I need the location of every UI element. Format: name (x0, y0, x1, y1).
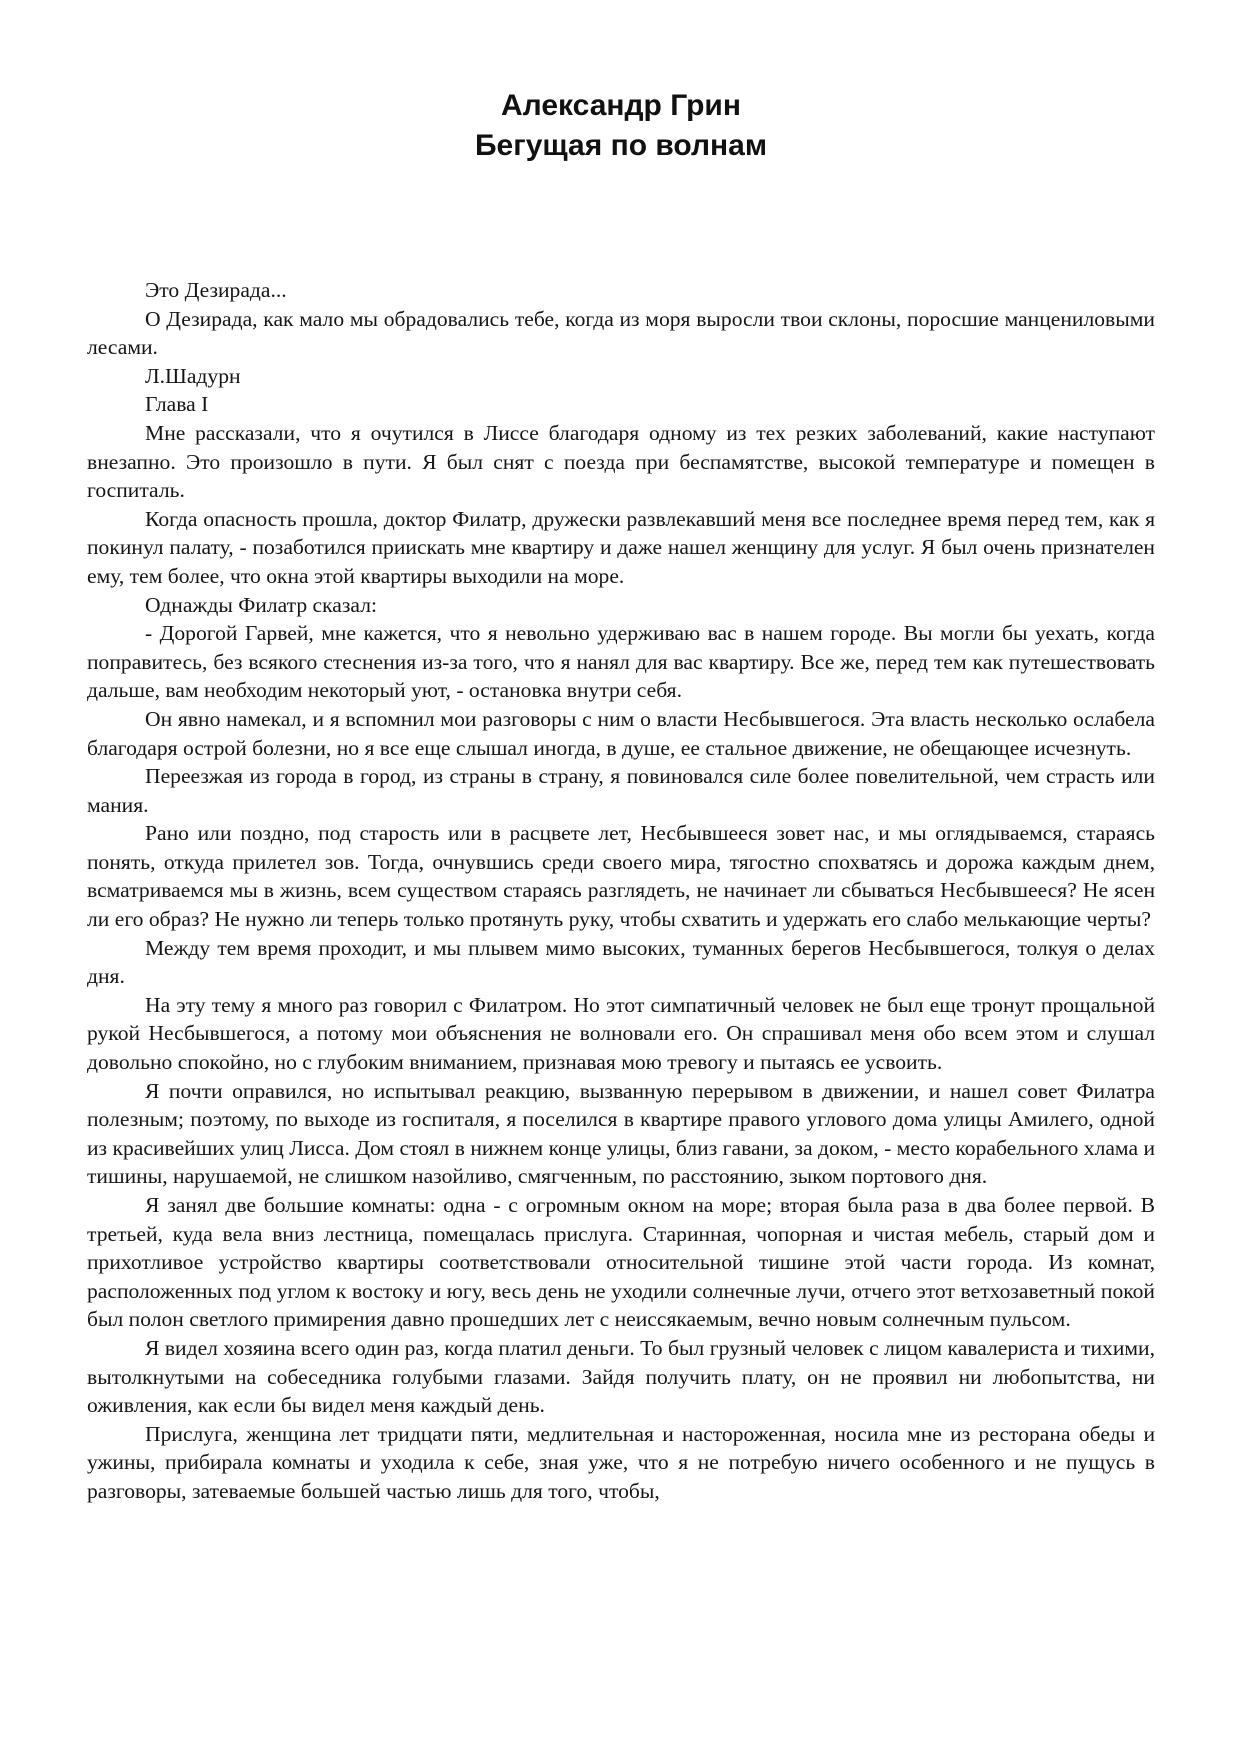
epigraph-line: Это Дезирада... (145, 278, 287, 302)
paragraph: Переезжая из города в город, из страны в страну, я повиновался силе более повелительной, чем страсть или мания. (87, 764, 1155, 817)
paragraph: - Дорогой Гарвей, мне кажется, что я невольно удерживаю вас в нашем городе. Вы могли бы уехать, когда поправитесь, без всякого стеснения из-за того, что я нанял для вас квартиру. Все же, перед тем как путешествовать дальше, вам необходим некоторый уют, - остановка внутри себя. (87, 621, 1155, 703)
paragraph: Рано или поздно, под старость или в расцвете лет, Несбывшееся зовет нас, и мы оглядываемся, стараясь понять, откуда прилетел зов. Тогда, очнувшись среди своего мира, тягостно спохватясь и дорожа каждым днем, всматриваемся мы в жизнь, всем существом стараясь разглядеть, не начинает ли сбываться Несбывшееся? Не ясен ли его образ? Не нужно ли теперь только протянуть руку, чтобы схватить и удержать его слабо мелькающие черты? (87, 821, 1155, 932)
paragraph: Между тем время проходит, и мы плывем мимо высоких, туманных берегов Несбывшегося, толкуя о делах дня. (87, 935, 1155, 989)
paragraph: Я занял две большие комнаты: одна - с огромным окном на море; вторая была раза в два более первой. В третьей, куда вела вниз лестница, помещалась прислуга. Старинная, чопорная и чистая мебель, старый дом и прихотливое устройство квартиры соответствовали относительной тишине этой части города. Из комнат, расположенных под углом к востоку и югу, весь день не уходили солнечные лучи, отчего этот ветхозаветный покой был полон светлого примирения давно прошедших лет с неиссякаемым, вечно новым солнечным пульсом. (87, 1193, 1155, 1332)
paragraph: Когда опасность прошла, доктор Филатр, дружески развлекавший меня все последнее время перед тем, как я покинул палату, - позаботился приискать мне квартиру и даже нашел женщину для услуг. Я был очень признателен ему, тем более, что окна этой квартиры выходили на море. (87, 506, 1155, 588)
paragraph: Мне рассказали, что я очутился в Лиссе благодаря одному из тех резких заболеваний, какие наступают внезапно. Это произошло в пути. Я был снят с поезда при беспамятстве, высокой температуре и помещен в госпиталь. (87, 420, 1155, 503)
paragraph: Я видел хозяина всего один раз, когда платил деньги. То был грузный человек с лицом кавалериста и тихими, вытолкнутыми на собеседника голубыми глазами. Зайдя получить плату, он не проявил ни любопытства, ни оживления, как если бы видел меня каждый день. (87, 1335, 1155, 1418)
epigraph-text: О Дезирада, как мало мы обрадовались тебе, когда из моря выросли твои склоны, поросшие манцениловыми лесами. (87, 306, 1155, 360)
paragraph: Прислуга, женщина лет тридцати пяти, медлительная и настороженная, носила мне из ресторана обеды и ужины, прибирала комнаты и уходила к себе, зная уже, что я не потребую ничего особенного и не пущусь в разговоры, затеваемые большей частью лишь для того, чтобы, (87, 1421, 1155, 1503)
body-text (87, 276, 1155, 1506)
paragraph: Он явно намекал, и я вспомнил мои разговоры с ним о власти Несбывшегося. Эта власть несколько ослабела благодаря острой болезни, но я все еще слышал иногда, в душе, ее стальное движение, не обещающее исчезнуть. (87, 706, 1155, 760)
paragraph: На эту тему я много раз говорил с Филатром. Но этот симпатичный человек не был еще тронут прощальной рукой Несбывшегося, а потому мои объяснения не волновали его. Он спрашивал меня обо всем этом и слушал довольно спокойно, но с глубоким вниманием, признавая мою тревогу и пытаясь ее усвоить. (87, 992, 1155, 1075)
author-name: Александр Грин (501, 89, 741, 122)
title-block (0, 86, 1242, 166)
paragraph: Я почти оправился, но испытывал реакцию, вызванную перерывом в движении, и нашел совет Филатра полезным; поэтому, по выходе из госпиталя, я поселился в квартире правого углового дома улицы Амилего, одной из красивейших улиц Лисса. Дом стоял в нижнем конце улицы, близ гавани, за доком, - место корабельного хлама и тишины, нарушаемой, не слишком назойливо, смягченным, по расстоянию, зыком портового дня. (87, 1078, 1155, 1189)
paragraph: Однажды Филатр сказал: (145, 592, 377, 617)
book-title: Бегущая по волнам (474, 129, 768, 162)
chapter-heading: Глава I (145, 392, 209, 417)
epigraph-attribution: Л.Шадурн (145, 363, 241, 388)
